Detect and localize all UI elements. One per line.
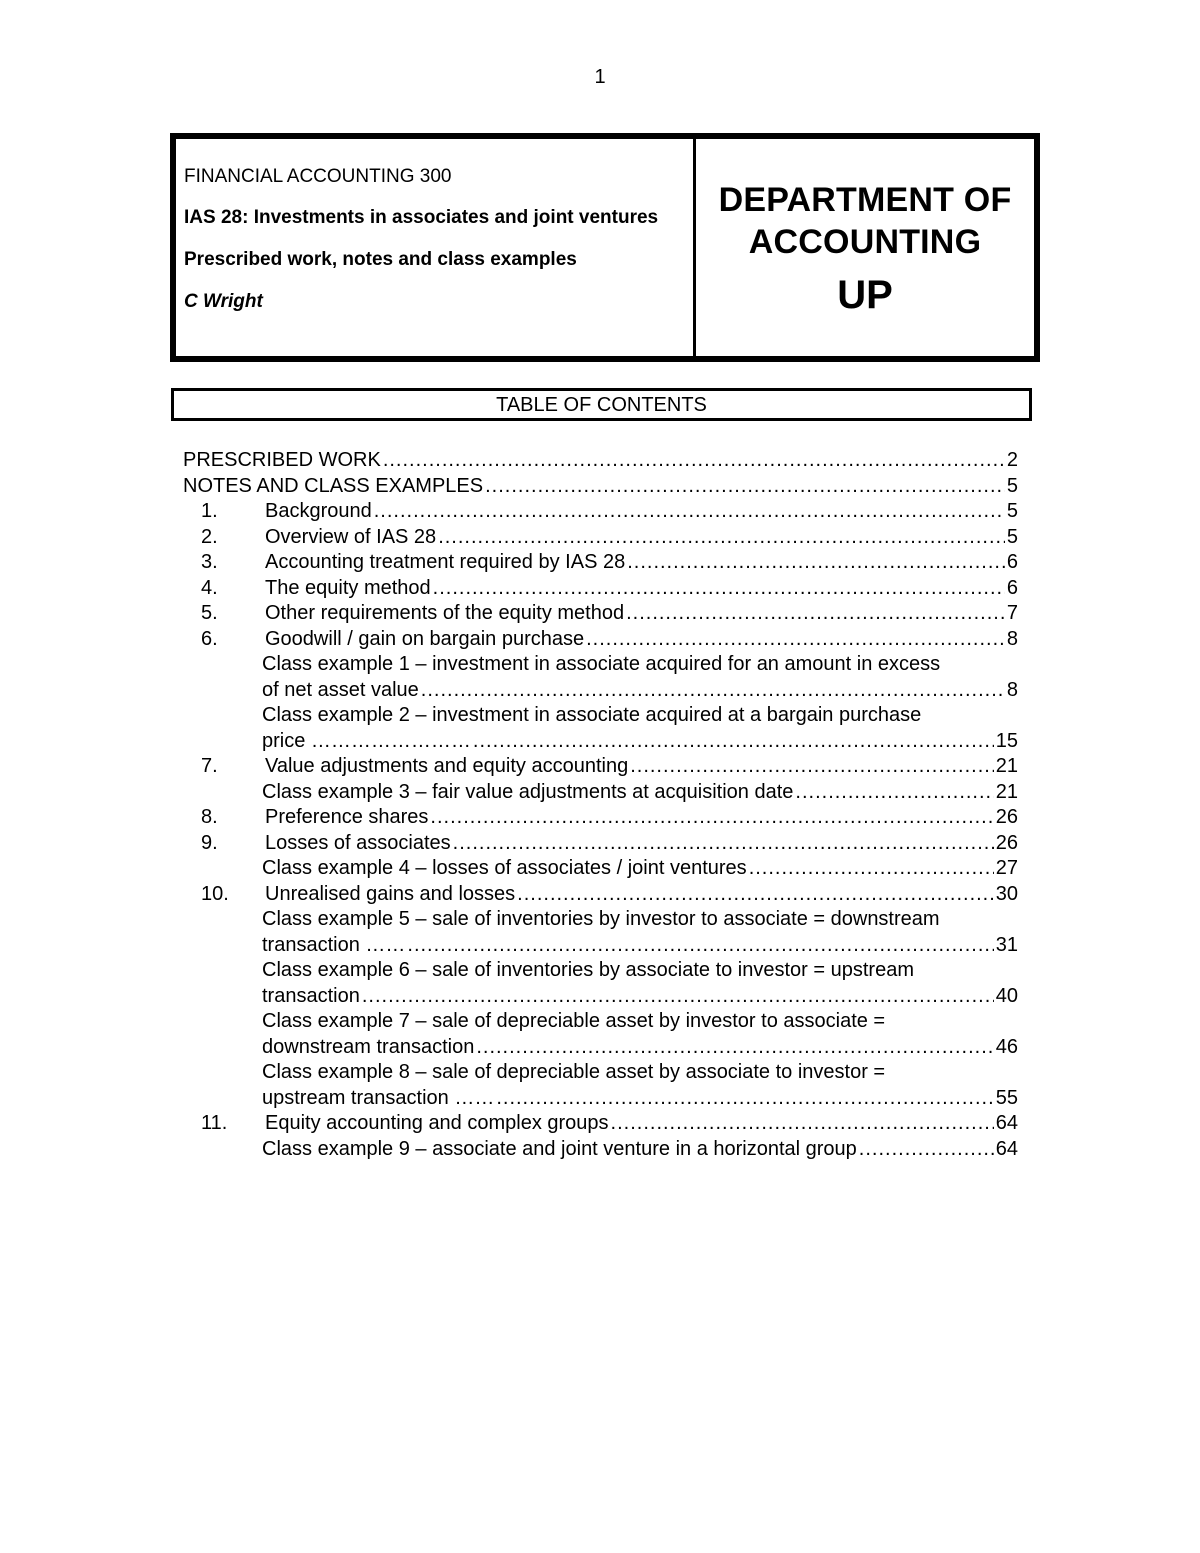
title-block-right bbox=[696, 139, 1034, 356]
title-block bbox=[170, 133, 1040, 362]
toc-entry-class-example-4[interactable]: Class example 4 – losses of associates / joint ventures ..... 27 bbox=[183, 856, 1018, 882]
toc-entry-section-2[interactable]: 2. Overview of IAS 28 ..... 5 bbox=[183, 525, 1018, 551]
table-of-contents bbox=[183, 448, 1018, 1162]
toc-entry-section-1[interactable]: 1. Background ..... 5 bbox=[183, 499, 1018, 525]
department-line-2: ACCOUNTING bbox=[748, 223, 982, 261]
page-number: 1 bbox=[594, 66, 606, 88]
toc-entry-class-example-1-line-1[interactable]: Class example 1 – investment in associate acquired for an amount in excess bbox=[262, 653, 941, 675]
subject-title: IAS 28: Investments in associates and joint ventures bbox=[184, 207, 659, 228]
toc-entry-section-8[interactable]: 8. Preference shares ..... 26 bbox=[183, 805, 1018, 831]
toc-entry-section-10[interactable]: 10. Unrealised gains and losses ..... 30 bbox=[183, 882, 1018, 908]
toc-entry-class-example-1[interactable]: of net asset value ..... 8 bbox=[183, 678, 1018, 704]
toc-entry-section-11[interactable]: 11. Equity accounting and complex groups ..... 64 bbox=[183, 1111, 1018, 1137]
toc-entry-section-3[interactable]: 3. Accounting treatment required by IAS 28 ..... 6 bbox=[183, 550, 1018, 576]
toc-entry-notes[interactable]: NOTES AND CLASS EXAMPLES ..... 5 bbox=[183, 474, 1018, 500]
toc-entry-section-9[interactable]: 9. Losses of associates ..... 26 bbox=[183, 831, 1018, 857]
toc-entry-class-example-5-line-1[interactable]: Class example 5 – sale of inventories by investor to associate = downstream bbox=[262, 908, 940, 930]
toc-entry-class-example-7[interactable]: downstream transaction ..... 46 bbox=[183, 1035, 1018, 1061]
toc-entry-class-example-2-line-1[interactable]: Class example 2 – investment in associate acquired at a bargain purchase bbox=[262, 704, 922, 726]
document-description: Prescribed work, notes and class examples bbox=[184, 249, 577, 270]
toc-entry-class-example-6[interactable]: transaction ..... 40 bbox=[183, 984, 1018, 1010]
toc-entry-section-5[interactable]: 5. Other requirements of the equity method ..... 7 bbox=[183, 601, 1018, 627]
toc-entry-class-example-3[interactable]: Class example 3 – fair value adjustments at acquisition date ..... 21 bbox=[183, 780, 1018, 806]
institution-name: UP bbox=[837, 273, 893, 317]
toc-entry-class-example-8-line-1[interactable]: Class example 8 – sale of depreciable asset by associate to investor = bbox=[262, 1061, 886, 1083]
toc-entry-class-example-6-line-1[interactable]: Class example 6 – sale of inventories by associate to investor = upstream bbox=[262, 959, 914, 981]
department-line-1: DEPARTMENT OF bbox=[718, 181, 1012, 219]
course-title: FINANCIAL ACCOUNTING 300 bbox=[184, 166, 452, 187]
toc-entry-class-example-9[interactable]: Class example 9 – associate and joint venture in a horizontal group ..... 64 bbox=[183, 1137, 1018, 1163]
toc-entry-section-4[interactable]: 4. The equity method ..... 6 bbox=[183, 576, 1018, 602]
toc-entry-class-example-2[interactable]: price …………………… ..... 15 bbox=[183, 729, 1018, 755]
toc-entry-class-example-5[interactable]: transaction …… ..... 31 bbox=[183, 933, 1018, 959]
toc-entry-section-7[interactable]: 7. Value adjustments and equity accounting ..... 21 bbox=[183, 754, 1018, 780]
author-name: C Wright bbox=[184, 291, 263, 312]
toc-entry-class-example-7-line-1[interactable]: Class example 7 – sale of depreciable asset by investor to associate = bbox=[262, 1010, 886, 1032]
toc-heading: TABLE OF CONTENTS bbox=[171, 388, 1032, 421]
toc-entry-class-example-8[interactable]: upstream transaction …… ..... 55 bbox=[183, 1086, 1018, 1112]
toc-entry-section-6[interactable]: 6. Goodwill / gain on bargain purchase ..... 8 bbox=[183, 627, 1018, 653]
title-block-left bbox=[176, 139, 696, 356]
toc-entry-prescribed-work[interactable]: PRESCRIBED WORK ..... 2 bbox=[183, 448, 1018, 474]
